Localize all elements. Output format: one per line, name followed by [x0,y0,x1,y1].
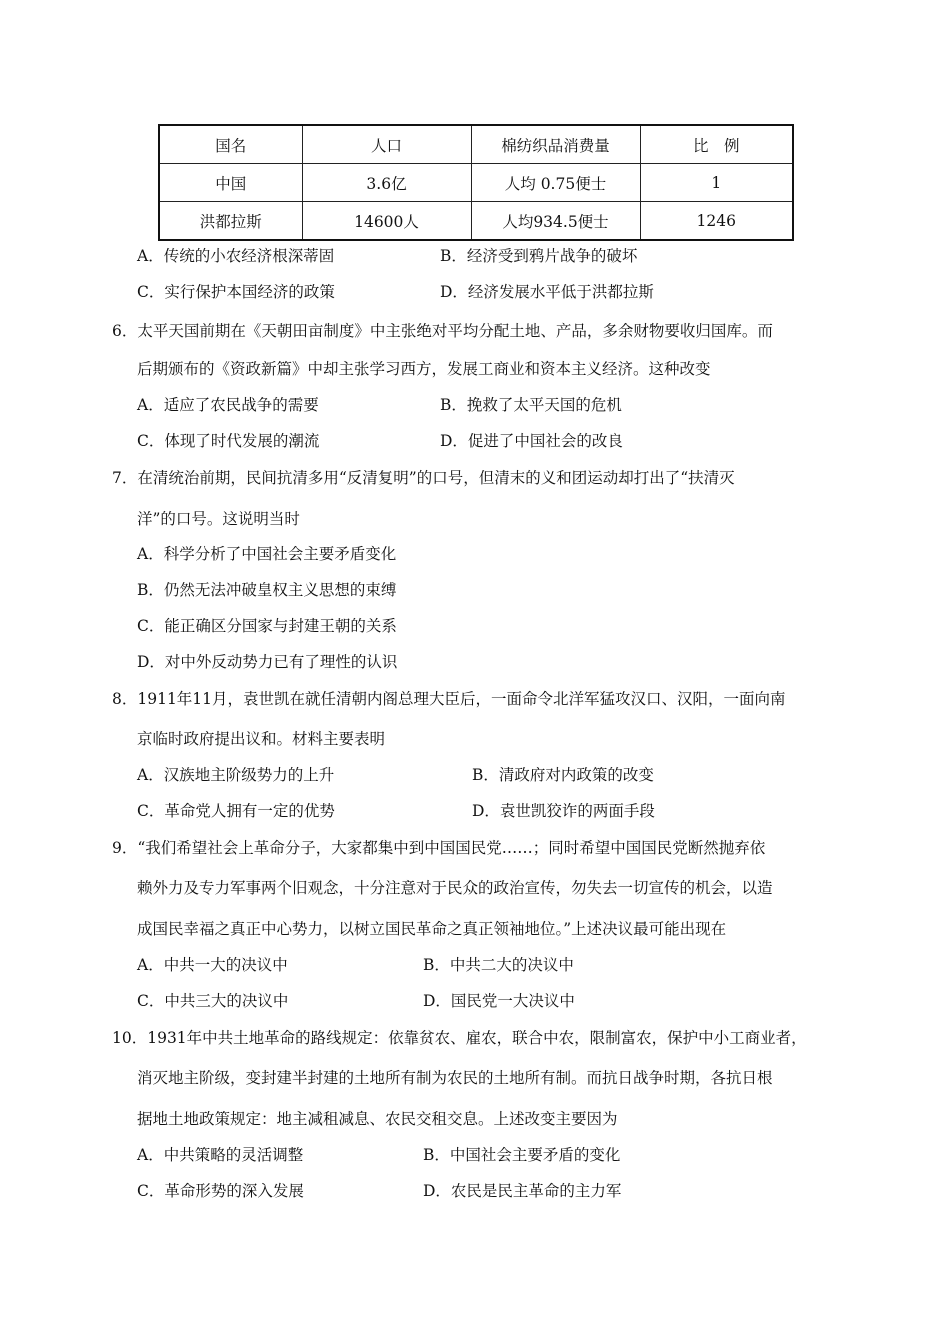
q6-option-a[interactable]: A．适应了农民战争的需要 [137,396,319,414]
q7-option-a[interactable]: A．科学分析了中国社会主要矛盾变化 [137,545,397,563]
q6-stem-line2: 后期颁布的《资政新篇》中却主张学习西方，发展工商业和资本主义经济。这种改变 [137,360,711,378]
q7-option-b[interactable]: B．仍然无法冲破皇权主义思想的束缚 [137,581,397,599]
q9-stem-line2: 赖外力及专力军事两个旧观念，十分注意对于民众的政治宣传，勿失去一切宣传的机会，以造 [137,879,773,897]
table-cell: 中国 [159,164,302,202]
q5-option-d[interactable]: D．经济发展水平低于洪都拉斯 [440,283,654,301]
q9-option-d[interactable]: D．国民党一大决议中 [423,992,575,1010]
table-header-cell: 棉纺织品消费量 [471,125,640,164]
q10-option-d[interactable]: D．农民是民主革命的主力军 [423,1182,622,1200]
q10-option-c[interactable]: C．革命形势的深入发展 [137,1182,304,1200]
table-cell: 人均 0.75便士 [471,164,640,202]
table-cell: 14600人 [302,202,471,241]
q5-option-a[interactable]: A．传统的小农经济根深蒂固 [137,247,335,265]
consumption-table [158,124,794,241]
table-header-row [159,125,793,164]
table-cell: 洪都拉斯 [159,202,302,241]
table-header-cell: 比 例 [640,125,793,164]
q7-stem-line2: 洋”的口号。这说明当时 [137,510,300,528]
table-cell: 1246 [640,202,793,241]
table-row [159,164,793,202]
q10-stem-line2: 消灭地主阶级，变封建半封建的土地所有制为农民的土地所有制。而抗日战争时期，各抗日根 [137,1069,773,1087]
q8-stem-line2: 京临时政府提出议和。材料主要表明 [137,730,386,748]
q9-option-b[interactable]: B．中共二大的决议中 [423,956,574,974]
q8-option-d[interactable]: D．袁世凯狡诈的两面手段 [472,802,655,820]
q6-option-c[interactable]: C．体现了时代发展的潮流 [137,432,320,450]
q5-option-b[interactable]: B．经济受到鸦片战争的破坏 [440,247,638,265]
q9-option-a[interactable]: A．中共一大的决议中 [137,956,288,974]
q8-option-b[interactable]: B．清政府对内政策的改变 [472,766,654,784]
q10-stem-line3: 据地土地政策规定：地主减租减息、农民交租交息。上述改变主要因为 [137,1110,618,1128]
q10-option-b[interactable]: B．中国社会主要矛盾的变化 [423,1146,621,1164]
q10-option-a[interactable]: A．中共策略的灵活调整 [137,1146,304,1164]
q7-option-d[interactable]: D．对中外反动势力已有了理性的认识 [137,653,398,671]
q8-stem-line1: 8．1911年11月，袁世凯在就任清朝内阁总理大臣后，一面命令北洋军猛攻汉口、汉阳，一面向南 [112,690,786,708]
q9-stem-line3: 成国民幸福之真正中心势力，以树立国民革命之真正领袖地位。”上述决议最可能出现在 [137,920,727,938]
q8-option-c[interactable]: C．革命党人拥有一定的优势 [137,802,335,820]
table-cell: 1 [640,164,793,202]
q9-option-c[interactable]: C．中共三大的决议中 [137,992,289,1010]
q7-stem-line1: 7．在清统治前期，民间抗清多用“反清复明”的口号，但清末的义和团运动却打出了“扶清灭 [112,469,735,487]
table-row [159,202,793,241]
table-header-cell: 人口 [302,125,471,164]
table-cell: 人均934.5便士 [471,202,640,241]
q8-option-a[interactable]: A．汉族地主阶级势力的上升 [137,766,335,784]
q9-stem-line1: 9．“我们希望社会上革命分子，大家都集中到中国国民党……；同时希望中国国民党断然抛弃依 [112,839,766,857]
q7-option-c[interactable]: C．能正确区分国家与封建王朝的关系 [137,617,397,635]
table-cell: 3.6亿 [302,164,471,202]
table-header-cell: 国名 [159,125,302,164]
q5-option-c[interactable]: C．实行保护本国经济的政策 [137,283,335,301]
q10-stem-line1: 10．1931年中共土地革命的路线规定：依靠贫农、雇农，联合中农，限制富农，保护中小工商业者， [112,1029,807,1047]
q6-option-b[interactable]: B．挽救了太平天国的危机 [440,396,622,414]
q6-option-d[interactable]: D．促进了中国社会的改良 [440,432,623,450]
q6-stem-line1: 6．太平天国前期在《天朝田亩制度》中主张绝对平均分配土地、产品，多余财物要收归国库。而 [112,322,773,340]
